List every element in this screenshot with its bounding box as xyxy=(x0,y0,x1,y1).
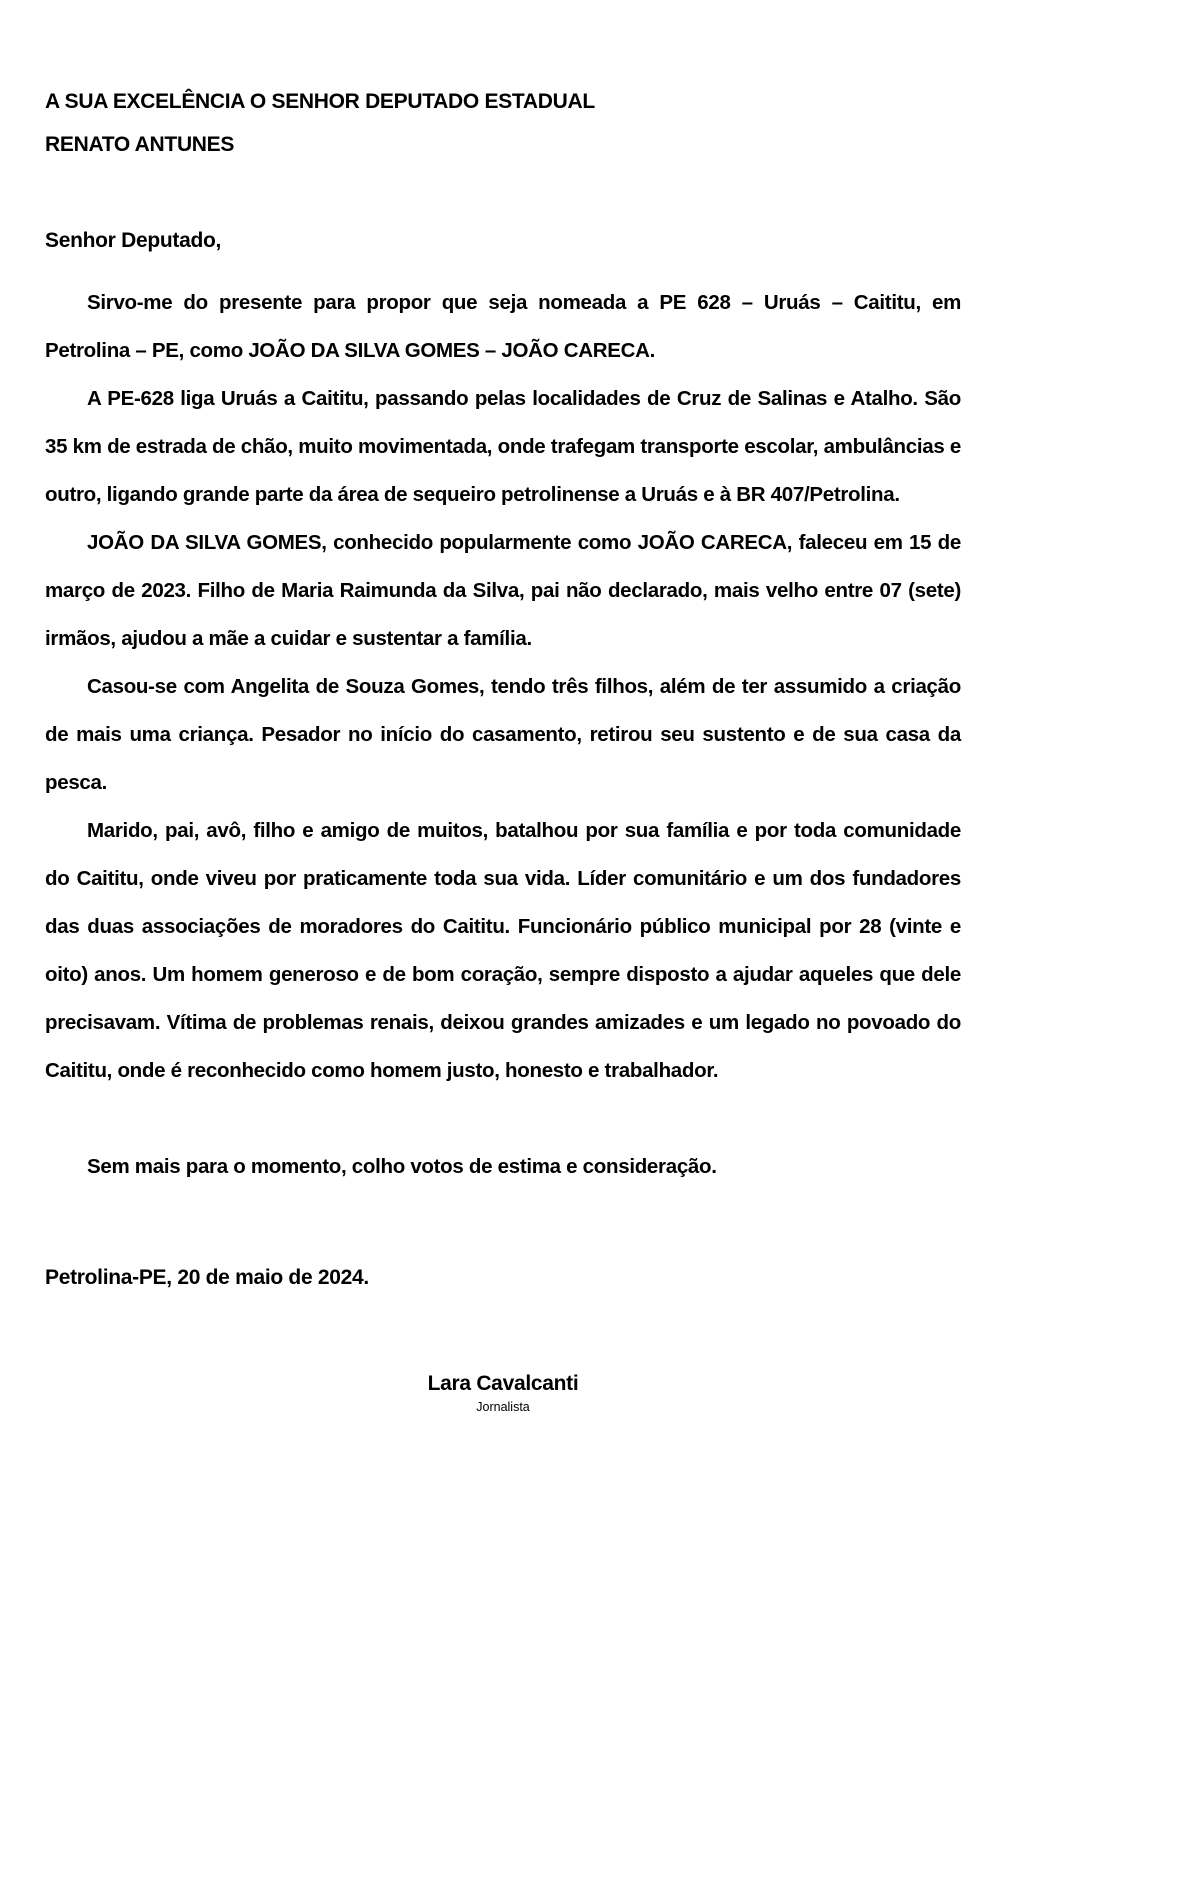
signature-block xyxy=(45,1372,961,1414)
signature-name: Lara Cavalcanti xyxy=(427,1372,579,1395)
recipient-block xyxy=(45,80,961,166)
paragraph-biography-marriage: Casou-se com Angelita de Souza Gomes, tendo três filhos, além de ter assumido a criação de mais uma criança. Pesador no início do casamento, retirou seu sustento e de sua casa da pesca. xyxy=(45,675,961,794)
signature-title: Jornalista xyxy=(476,1400,530,1414)
paragraph-road-description: A PE-628 liga Uruás a Caititu, passando pelas localidades de Cruz de Salinas e Atalho. São 35 km de estrada de chão, muito movimentada, onde trafegam transporte escolar, ambulâncias e outro, ligando grande parte da área de sequeiro petrolinense a Uruás e à BR 407/Petrolina. xyxy=(45,387,961,506)
letter-content xyxy=(45,80,961,1414)
paragraph-biography-birth: JOÃO DA SILVA GOMES, conhecido popularmente como JOÃO CARECA, faleceu em 15 de março de 2023. Filho de Maria Raimunda da Silva, pai não declarado, mais velho entre 07 (sete) irmãos, ajudou a mãe a cuidar e sustentar a família. xyxy=(45,531,961,650)
recipient-line-1: A SUA EXCELÊNCIA O SENHOR DEPUTADO ESTADUAL xyxy=(45,90,595,113)
closing-paragraph: Sem mais para o momento, colho votos de estima e consideração. xyxy=(87,1155,717,1178)
dateline: Petrolina-PE, 20 de maio de 2024. xyxy=(45,1266,369,1289)
paragraph-biography-community: Marido, pai, avô, filho e amigo de muitos, batalhou por sua família e por toda comunidade do Caititu, onde viveu por praticamente toda sua vida. Líder comunitário e um dos fundadores das duas associações de moradores do Caititu. Funcionário público municipal por 28 (vinte e oito) anos. Um homem generoso e de bom coração, sempre disposto a ajudar aqueles que dele precisavam. Vítima de problemas renais, deixou grandes amizades e um legado no povoado do Caititu, onde é reconhecido como homem justo, honesto e trabalhador. xyxy=(45,819,961,1082)
paragraph-proposal: Sirvo-me do presente para propor que seja nomeada a PE 628 – Uruás – Caititu, em Petrolina – PE, como JOÃO DA SILVA GOMES – JOÃO CARECA. xyxy=(45,291,961,362)
salutation: Senhor Deputado, xyxy=(45,229,222,252)
recipient-line-2: RENATO ANTUNES xyxy=(45,133,235,156)
